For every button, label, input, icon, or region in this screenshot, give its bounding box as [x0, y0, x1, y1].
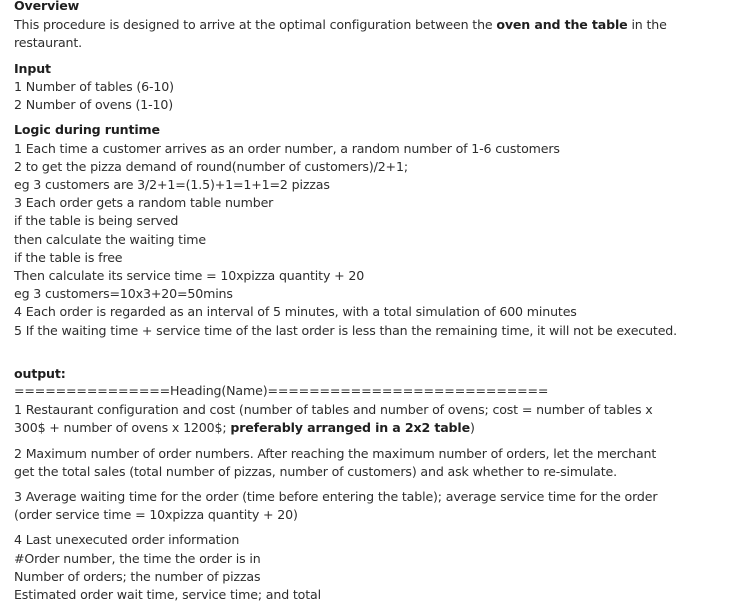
output-item-1-text: 300$ + number of ovens x 1200$;	[14, 420, 231, 435]
logic-heading: Logic during runtime	[14, 122, 160, 137]
logic-line: Then calculate its service time = 10xpizza quantity + 20	[14, 268, 365, 283]
logic-line: if the table is free	[14, 250, 123, 265]
output-item-2-line-2: get the total sales (total number of pizzas, number of customers) and ask whether to re-simulate.	[14, 464, 617, 479]
overview-text-line-1	[14, 17, 667, 33]
output-item-4-line: Number of orders; the number of pizzas	[14, 569, 261, 584]
output-item-4-line: Estimated order wait time, service time; and total	[14, 587, 321, 602]
logic-line: 5 If the waiting time + service time of the last order is less than the remaining time, it will not be executed.	[14, 323, 677, 338]
logic-line: 2 to get the pizza demand of round(number of customers)/2+1;	[14, 159, 408, 174]
overview-text-line-2: restaurant.	[14, 35, 83, 50]
output-item-2-line-1: 2 Maximum number of order numbers. After reaching the maximum number of orders, let the merchant	[14, 446, 657, 461]
output-item-1-emphasis: preferably arranged in a 2x2 table	[230, 420, 470, 435]
output-heading: output:	[14, 366, 66, 381]
overview-emphasis: oven and the table	[496, 17, 628, 32]
output-separator: ===============Heading(Name)===========================	[14, 383, 549, 398]
logic-line: then calculate the waiting time	[14, 232, 207, 247]
logic-line: eg 3 customers are 3/2+1=(1.5)+1=1+1=2 pizzas	[14, 177, 330, 192]
logic-line: if the table is being served	[14, 213, 179, 228]
logic-line: 1 Each time a customer arrives as an order number, a random number of 1-6 customers	[14, 141, 560, 156]
output-item-4-line: 4 Last unexecuted order information	[14, 532, 240, 547]
overview-text-tail: in the	[627, 17, 667, 32]
logic-line: 4 Each order is regarded as an interval of 5 minutes, with a total simulation of 600 minutes	[14, 304, 577, 319]
overview-heading: Overview	[14, 0, 80, 13]
input-heading: Input	[14, 61, 51, 76]
input-item: 1 Number of tables (6-10)	[14, 79, 174, 94]
output-item-4-line: #Order number, the time the order is in	[14, 551, 261, 566]
output-item-1-tail: )	[469, 420, 475, 435]
logic-line: 3 Each order gets a random table number	[14, 195, 274, 210]
output-item-3-line-1: 3 Average waiting time for the order (time before entering the table); average service time for the order	[14, 489, 658, 504]
logic-line: eg 3 customers=10x3+20=50mins	[14, 286, 233, 301]
output-item-3-line-2: (order service time = 10xpizza quantity + 20)	[14, 507, 298, 522]
input-item: 2 Number of ovens (1-10)	[14, 97, 174, 112]
output-item-1-line-1: 1 Restaurant configuration and cost (number of tables and number of ovens; cost = number of tables x	[14, 402, 653, 417]
output-item-1-line-2	[14, 420, 475, 436]
overview-text: This procedure is designed to arrive at the optimal configuration between the	[14, 17, 497, 32]
